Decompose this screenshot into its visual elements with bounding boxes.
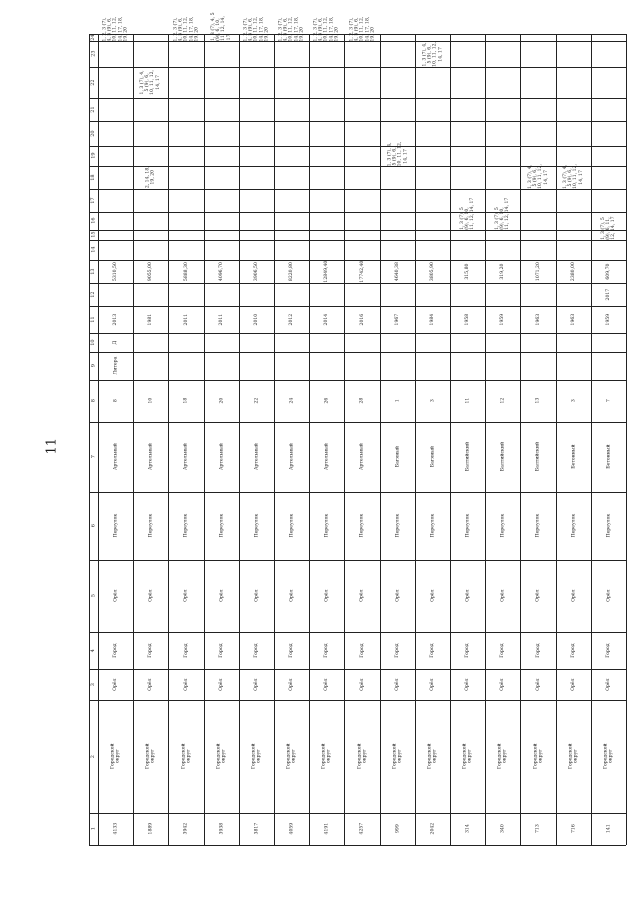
table-cell: 2017 <box>605 288 611 301</box>
column-number: 18 <box>89 174 96 181</box>
table-cell: 2012 <box>288 313 294 326</box>
table-cell: Бетонный <box>605 444 611 470</box>
table-cell: Городской округ <box>216 743 227 770</box>
column-number: 20 <box>89 130 96 137</box>
table-cell: 1, 3 (7), 5 (9), 6, 11, 12, 14, 17 <box>600 216 617 241</box>
table-cell: Орёл <box>464 678 470 691</box>
table-cell: 4133 <box>112 823 118 835</box>
table-cell: 1963 <box>535 313 541 326</box>
table-cell: 3906,50 <box>253 261 259 281</box>
table-cell: Город <box>394 643 400 658</box>
table-cell: Переулок <box>147 514 153 538</box>
table-cell: 1, 2, 3 (7), 4, 5 (9), 6, 10, 11, 12, 14, 17, 18, 19, 20 <box>348 16 375 42</box>
column-number: 23 <box>89 50 96 58</box>
table-cell: Литера <box>112 357 118 375</box>
table-cell: 3942 <box>183 823 189 835</box>
table-cell: Багяный <box>394 446 400 468</box>
table-cell: 20 <box>218 398 224 404</box>
column-number: 19 <box>89 152 96 160</box>
row-divider <box>626 34 627 845</box>
table-cell: Орёл <box>183 589 189 603</box>
table-cell: 141 <box>605 824 611 834</box>
table-cell: 24 <box>288 398 294 404</box>
page-number: 11 <box>44 437 60 455</box>
table-cell: Артельный <box>147 443 153 471</box>
table-cell: 3 <box>570 399 576 403</box>
table-cell: 1959 <box>499 313 505 326</box>
column-number: 17 <box>89 197 96 204</box>
table-cell: 11 <box>464 398 470 404</box>
table-cell: 340 <box>499 824 505 834</box>
table-cell: 2013 <box>112 313 118 326</box>
table-cell: 3 <box>429 399 435 403</box>
table-cell: Городской округ <box>392 743 403 770</box>
table-cell: 13 <box>535 398 541 404</box>
table-cell: Переулок <box>183 514 189 538</box>
table-cell: Переулок <box>394 514 400 538</box>
column-divider <box>89 98 626 99</box>
table-cell: 4640,38 <box>394 261 400 281</box>
table-cell: Городской округ <box>356 743 367 770</box>
column-divider <box>89 121 626 122</box>
table-cell: Балтийский <box>499 442 505 472</box>
table-cell: 315,80 <box>464 263 470 280</box>
column-number: 9 <box>89 364 96 368</box>
table-cell: Городской округ <box>427 743 438 770</box>
table-cell: Город <box>183 643 189 658</box>
column-number: 4 <box>89 648 96 653</box>
table-cell: 2, 14, 18, 19, 20 <box>145 166 156 189</box>
table-cell: Орёл <box>499 589 505 603</box>
column-number: 7 <box>89 455 96 459</box>
table-cell: 5310,50 <box>112 261 118 281</box>
table-cell: 1984 <box>429 313 435 326</box>
table-cell: Орёл <box>183 678 189 691</box>
column-number: 16 <box>89 217 96 225</box>
table-cell: 1, 3 (7), 5 (9), 6, 10, 11, 12, 14, 17 <box>494 197 511 230</box>
table-cell: 1958 <box>464 313 470 326</box>
table-cell: Орёл <box>535 589 541 603</box>
table-cell: 609,70 <box>605 263 611 280</box>
table-cell: Орёл <box>570 678 576 691</box>
table-cell: Город <box>147 643 153 658</box>
table-cell: 1889 <box>147 823 153 835</box>
table-cell: 12849,40 <box>323 260 329 283</box>
table-cell: Переулок <box>323 514 329 538</box>
table-cell: 713 <box>535 824 541 834</box>
table-cell: Артельный <box>183 443 189 471</box>
table-cell: 1 <box>394 399 400 403</box>
table-cell: Городской округ <box>321 743 332 770</box>
table-cell: Орёл <box>359 678 365 691</box>
table-cell: 12 <box>499 398 505 404</box>
table-cell: 4096,70 <box>218 261 224 281</box>
column-number: 22 <box>89 79 96 86</box>
table-cell: 2016 <box>359 313 365 326</box>
column-number: 10 <box>89 339 96 346</box>
table-cell: 5888,30 <box>183 261 189 281</box>
table-cell: 1959 <box>605 313 611 326</box>
table-cell: Переулок <box>288 514 294 538</box>
table-cell: 2010 <box>253 313 259 326</box>
table-cell: 999 <box>394 824 400 834</box>
table-cell: Орёл <box>218 589 224 603</box>
table-cell: 7 <box>605 399 611 403</box>
table-cell: Город <box>218 643 224 658</box>
table-cell: 17742,40 <box>359 260 365 283</box>
table-cell: Городской округ <box>286 743 297 770</box>
table-cell: Орёл <box>605 589 611 603</box>
table-cell: Город <box>499 643 505 658</box>
column-number: 2 <box>89 754 96 759</box>
table-cell: Город <box>535 643 541 658</box>
table-cell: Город <box>253 643 259 658</box>
table-cell: Переулок <box>253 514 259 538</box>
table-cell: Орёл <box>570 589 576 603</box>
table-cell: Багяный <box>429 446 435 468</box>
table-cell: Орёл <box>464 589 470 603</box>
table-cell: Орёл <box>112 589 118 603</box>
table-cell: 1071,20 <box>535 261 541 281</box>
table-cell: Бетонный <box>570 444 576 470</box>
column-number: 11 <box>89 316 96 323</box>
table-cell: Переулок <box>359 514 365 538</box>
table-cell: Переулок <box>570 514 576 538</box>
column-divider <box>89 352 626 353</box>
table-cell: Балтийский <box>535 442 541 472</box>
table-cell: 716 <box>570 824 576 834</box>
table-cell: Переулок <box>535 514 541 538</box>
table-cell: 3805,90 <box>429 261 435 281</box>
table-cell: Переулок <box>112 514 118 538</box>
table-cell: 1, 3 (7), 4, 5 (9), 6, 10, 11, 12, 14, 17 <box>563 164 584 189</box>
column-number: 5 <box>89 594 96 598</box>
table-cell: Артельный <box>323 443 329 471</box>
table-cell: Город <box>605 643 611 658</box>
table-cell: 1, 3 (7), 4, 5 (9), 6, 10, 11, 12, 14, 17 <box>140 70 161 95</box>
table-cell: 319,20 <box>499 263 505 280</box>
table-cell: Орёл <box>394 678 400 691</box>
table-cell: Д <box>112 340 118 345</box>
table-cell: 26 <box>323 398 329 404</box>
table-cell: 2014 <box>323 313 329 326</box>
table-cell: Орёл <box>323 589 329 603</box>
table-cell: Орёл <box>429 589 435 603</box>
table-cell: Переулок <box>429 514 435 538</box>
table-cell: Орёл <box>394 589 400 603</box>
table-cell: Городской округ <box>497 743 508 770</box>
column-number: 8 <box>89 399 96 403</box>
table-cell: Переулок <box>499 514 505 538</box>
table-cell: 10 <box>147 398 153 404</box>
table-cell: Орёл <box>499 678 505 691</box>
table-cell: Балтийский <box>464 442 470 472</box>
table-cell: Городской округ <box>180 743 191 770</box>
table-cell: Городской округ <box>603 743 614 770</box>
table-cell: Орёл <box>253 589 259 603</box>
table-cell: 1981 <box>147 313 153 326</box>
table-cell: Орёл <box>112 678 118 691</box>
column-divider <box>89 283 626 284</box>
table-cell: Городской округ <box>145 743 156 770</box>
table-cell: Город <box>359 643 365 658</box>
table-cell: 2380,00 <box>570 261 576 281</box>
table-cell: Городской округ <box>462 743 473 770</box>
column-number: 6 <box>89 524 96 528</box>
column-number: 14 <box>89 246 96 254</box>
table-cell: 314 <box>464 824 470 834</box>
column-divider <box>89 240 626 241</box>
table-cell: Орёл <box>288 589 294 603</box>
table-cell: Переулок <box>218 514 224 538</box>
table-cell: Артельный <box>253 443 259 471</box>
column-number: 13 <box>89 268 96 275</box>
column-divider <box>89 333 626 334</box>
column-number: 24 <box>89 34 96 41</box>
table-cell: 1, 3 (7), 4, 5 (9), 6, 10, 11, 12, 14, 17 <box>387 141 408 166</box>
table-cell: 1, 2, 3 (7), 4, 5 (9), 6, 10, 11, 12, 14, 17, 18, 19, 20 <box>278 16 305 42</box>
column-number: 3 <box>89 682 96 687</box>
table-cell: Орёл <box>253 678 259 691</box>
table-cell: 8 <box>112 399 118 403</box>
table-cell: Город <box>288 643 294 658</box>
table-cell: 1, 3 (7), 4, 5 (9), 6, 10, 11, 12, 14, 17 <box>527 164 549 189</box>
table-cell: 8220,80 <box>288 261 294 281</box>
table-cell: Город <box>429 643 435 658</box>
table-cell: 1, 3 (7), 5 (9), 6, 10, 11, 12, 14, 17 <box>459 197 476 230</box>
table-cell: 3817 <box>253 823 259 835</box>
table-cell: Орёл <box>147 589 153 603</box>
table-cell: Артельный <box>218 443 224 471</box>
table-cell: Переулок <box>464 514 470 538</box>
table-cell: Орёл <box>323 678 329 691</box>
table-cell: 28 <box>359 398 365 404</box>
table-cell: 1, 2, 3 (7), 4, 5 (9), 6, 10, 11, 12, 14, 17, 18, 19, 20 <box>102 16 129 42</box>
column-divider <box>89 146 626 147</box>
column-divider <box>89 230 626 231</box>
table-cell: 1967 <box>394 313 400 326</box>
table-cell: Городской округ <box>532 743 543 770</box>
table-cell: 18 <box>183 398 189 404</box>
table-cell: Городской округ <box>568 743 579 770</box>
column-divider <box>89 189 626 190</box>
table-cell: 2011 <box>183 313 189 326</box>
table-cell: 1, 2, 3 (7), 4, 5 (9), 6, 10, 11, 12, 14, 17, 18, 19, 20 <box>172 16 199 42</box>
table-cell: Орёл <box>218 678 224 691</box>
table-cell: 2011 <box>218 313 224 326</box>
table-cell: Орёл <box>147 678 153 691</box>
table-cell: Орёл <box>359 589 365 603</box>
table-cell: 22 <box>253 398 259 404</box>
table-cell: 4191 <box>323 823 329 835</box>
table-cell: Город <box>464 643 470 658</box>
column-number: 1 <box>89 827 96 831</box>
table-cell: 4257 <box>359 823 365 835</box>
table-cell: Город <box>570 643 576 658</box>
table-cell: 4059 <box>288 823 294 835</box>
table-cell: Городской округ <box>110 743 121 770</box>
table-cell: 1, 3 (7), 4, 5 (9), 6, 10, 11, 12, 14, 17 <box>422 41 443 67</box>
column-divider <box>89 845 626 846</box>
table-cell: 1, 2, 3 (7), 4, 5 (9), 6, 10, 11, 12, 14, 17, 18, 19, 20 <box>243 16 270 42</box>
table-cell: 1963 <box>570 313 576 326</box>
table-cell: 1, 2, 3 (7), 4, 5 (9), 6, 10, 11, 12, 14, 17, 18, 19, 20 <box>313 16 340 42</box>
column-number: 12 <box>89 291 96 298</box>
column-divider <box>89 212 626 213</box>
table-cell: Артельный <box>359 443 365 471</box>
table-cell: Артельный <box>112 443 118 471</box>
table-cell: Артельный <box>288 443 294 471</box>
column-number: 21 <box>89 106 96 113</box>
column-number: 15 <box>89 231 96 239</box>
table-cell: Орёл <box>429 678 435 691</box>
table-cell: Городской округ <box>251 743 262 770</box>
table-cell: Город <box>323 643 329 658</box>
table-cell: Орёл <box>288 678 294 691</box>
table-cell: Переулок <box>605 514 611 538</box>
table-cell: 1, 3 (7), 4, 5 (9), 6, 10, 11, 12, 14, 17 <box>211 12 232 41</box>
table-cell: 9055,00 <box>147 261 153 281</box>
table-cell: 3938 <box>218 823 224 835</box>
table-cell: Орёл <box>605 678 611 691</box>
table-cell: 2042 <box>429 823 435 835</box>
table-cell: Город <box>112 643 118 658</box>
column-divider <box>89 67 626 68</box>
table-cell: Орёл <box>535 678 541 691</box>
